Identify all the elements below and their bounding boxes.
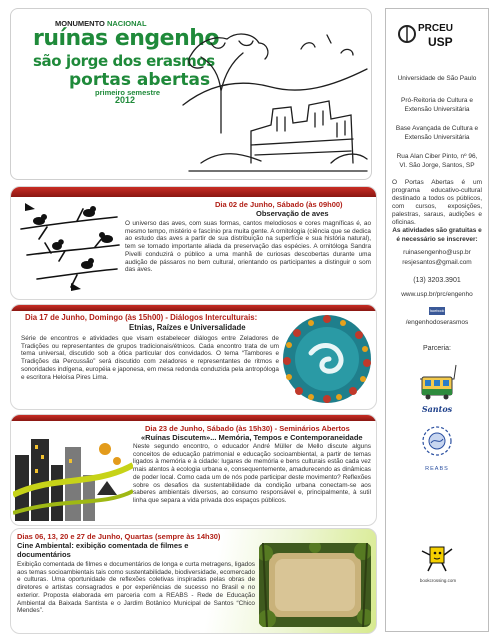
prceu-emblem-icon — [398, 23, 416, 45]
urban-collage-illustration — [13, 425, 133, 525]
reabs-emblem-icon — [417, 421, 457, 461]
partner-logo-bookcrossing — [418, 543, 458, 583]
event-3-title: Dia 23 de Junho, Sábado (às 15h30) - Seminários Abertos — [145, 424, 350, 433]
university-name: Universidade de São Paulo — [397, 75, 477, 82]
email-link-2[interactable]: resjesantos@gmail.com — [402, 259, 472, 266]
partnership-label: Parceria: — [422, 345, 451, 352]
santos-label: Santos — [421, 404, 453, 414]
free-activities-note: As atividades são gratuitas e é necessário se inscrever: — [392, 227, 482, 243]
email-link-1[interactable]: ruinasengenho@usp.br — [403, 249, 471, 256]
event-4-subtitle: Cine Ambiental: exibição comentada de filmes e documentários — [17, 541, 189, 559]
event-top-bar — [11, 187, 376, 197]
title-ruinas: ruínas engenho — [33, 26, 220, 51]
birds-on-branches-illustration — [17, 199, 121, 297]
event-2-subtitle: Etnias, Raízes e Universalidade — [129, 323, 246, 332]
sidebar-info-panel — [385, 8, 489, 632]
event-top-bar — [11, 305, 376, 311]
partner-logo-santos — [414, 359, 460, 414]
title-sao-jorge: são jorge dos erasmos — [33, 52, 215, 70]
intercultural-circle-artwork — [281, 313, 373, 405]
tram-icon — [414, 359, 460, 401]
event-3-subtitle: «Ruínas Discutem»... Memória, Tempos e Contemporaneidade — [141, 433, 363, 442]
ruins-sketch-illustration — [181, 13, 369, 177]
bookcrossing-label: bookcrossing.com — [419, 578, 457, 583]
year-label: 2012 — [115, 95, 136, 105]
event-1-body: O universo das aves, com suas formas, cantos melodiosos e cores magníficas é, ao mesmo tempo, mistério e fascínio pra muita gente. A ornitologia (ciência que se dedica ao estudo das aves a partir de sua distribuição na superfície e sua história natural), tem se tornado importante aliada da preservação das espécies. A ornitóloga Sandra Pivelli conduzirá o público a uma manhã de curiosas descobertas durante uma audição de pássaros no bem cultural, orientando os participantes a distinguir o som das aves. — [125, 220, 371, 274]
phone-number: (13) 3203.3901 — [413, 277, 461, 284]
event-1-title: Dia 02 de Junho, Sábado (às 09h00) — [215, 200, 343, 209]
bookcrossing-figure-icon — [418, 543, 458, 573]
program-description: O Portas Abertas é um programa educativo-cultural destinado a todos os públicos, com cursos, exposições, palestras, saraus, audições e oficinas. — [392, 179, 482, 226]
event-top-bar — [11, 415, 376, 421]
title-portas-abertas: portas abertas — [69, 70, 211, 90]
event-4-body: Exibição comentada de filmes e documentários de longa e curta metragens, ligados aos temas socioambientais tais como sustentabilidade, biodiversidade, ecomercado e culturas. Uma oportunidade de reflexões coletivas inspiradas pelas obras de diretores e artistas consagrados e por experiências de sucesso no Brasil e no exterior. Proposta elaborada em parceria com a REABS - Rede de Educação Ambiental da Baixada Santista e o Jardim Botânico Municipal de Santos “Chico Mendes”. — [17, 561, 255, 615]
event-3-body: Neste segundo encontro, o educador André Müller de Mello discute alguns conceitos de educação patrimonial e educação socioambiental, a partir de temas ligados à memória e à cidade: lugares de memória e bens culturais estão cada vez mais atentos à ecologia urbana e, consequentemente, amadurecendo as dinâmicas de poder local. Como cada um de nós pode participar deste movimento? Reflexões sobre os desafios da sustentabilidade da condição urbana conectam-se aos saberes ambientais diversos, ao consumo responsável e, principalmente, à sutil linha que separa a vida privada dos espaços públicos. — [133, 443, 371, 504]
forest-film-frame-image — [259, 543, 371, 627]
address: Rua Alan Ciber Pinto, nº 96, Vl. São Jorge, Santos, SP — [396, 153, 478, 169]
event-2-body: Série de encontros e atividades que visam estabelecer diálogos entre Zeladores de Tradições ou representantes de grupos tradicionais/étnicos. Cada encontro trata de um tema universal, discutido sob a ótica particular dos convidados. O tema “Tambores e Tradições da Percussão” será discutido com zeladores e representantes de ritmos e sonoridades indígena, européia e japonesa, em mesa redonda conduzida pela antropóloga e escritora Heloísa Pires Lima. — [21, 335, 279, 381]
header-banner — [10, 8, 372, 180]
reabs-label: REABS — [425, 466, 449, 472]
partner-logo-reabs — [417, 421, 457, 473]
pro-reitoria: Pró-Reitoria de Cultura e Extensão Universitária — [401, 97, 473, 113]
facebook-link[interactable]: /engenhodoserasmos — [405, 319, 469, 326]
monumento-label: MONUMENTO NACIONAL — [55, 19, 147, 28]
event-4-title: Dias 06, 13, 20 e 27 de Junho, Quartas (sempre às 14h30) — [17, 532, 221, 541]
prceu-usp-logo: PRCEU USP — [398, 21, 476, 51]
event-dialogos-interculturais — [10, 304, 377, 410]
semestre-label: primeiro semestre — [95, 88, 161, 97]
base-avancada: Base Avançada de Cultura e Extensão Universitária — [395, 125, 479, 141]
event-seminarios-abertos — [10, 414, 377, 526]
event-observacao-aves — [10, 186, 377, 300]
event-cine-ambiental — [10, 528, 377, 634]
website-link[interactable]: www.usp.br/prc/engenho — [401, 291, 473, 298]
event-2-title: Dia 17 de Junho, Domingo (às 15h00) - Diálogos Interculturais: — [25, 313, 258, 322]
facebook-icon: facebook — [429, 309, 445, 313]
event-1-subtitle: Observação de aves — [256, 209, 329, 218]
